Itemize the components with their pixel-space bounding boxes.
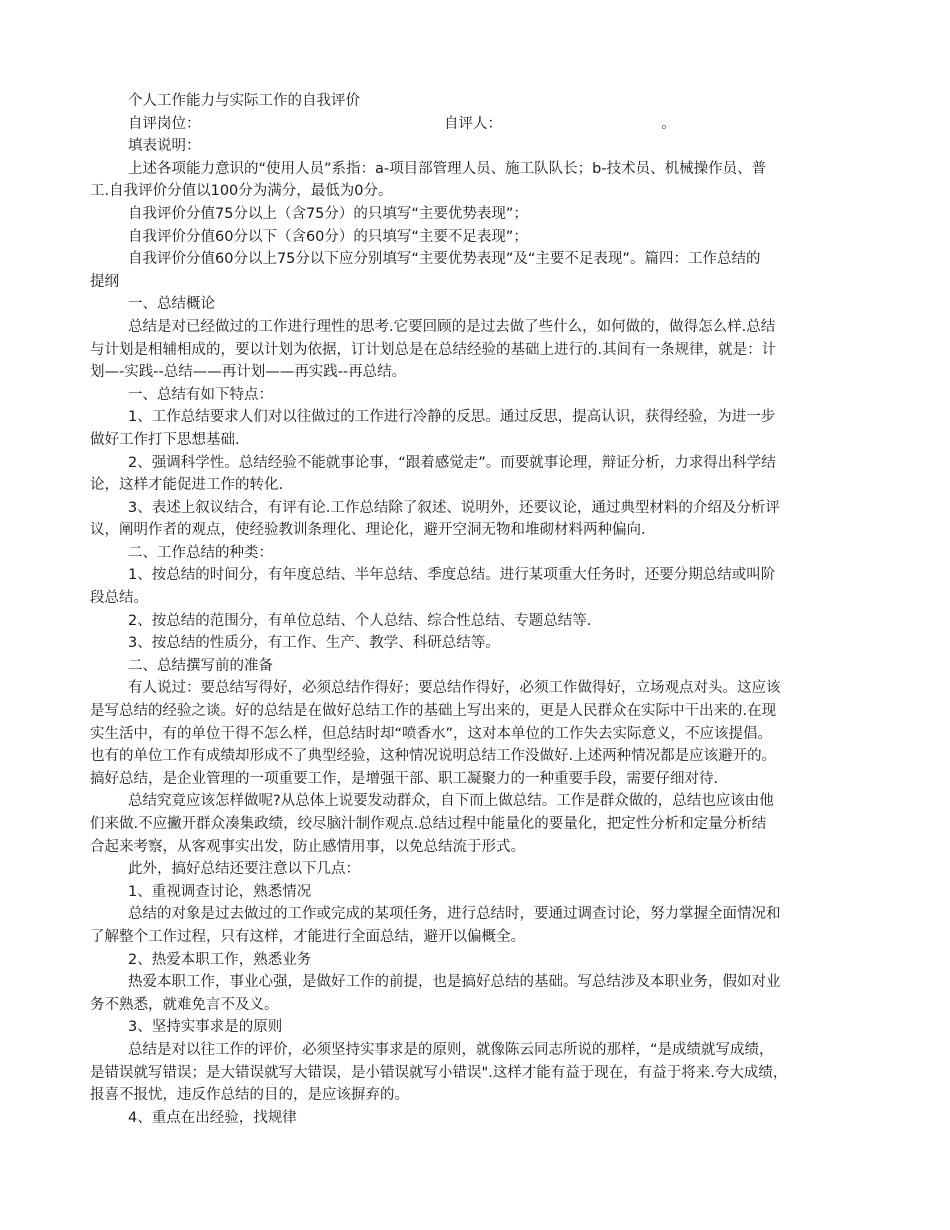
- text-line: 报喜不报忧，违反作总结的目的，是应该摒弃的。: [90, 1087, 409, 1104]
- text-line: 工.自我评价分值以100分为满分，最低为0分。: [90, 183, 393, 200]
- text-line: 自我评价分值75分以上（含75分）的只填写“主要优势表现”；: [128, 205, 528, 222]
- text-line: 论，这样才能促进工作的转化.: [90, 477, 284, 494]
- text-line: 二、工作总结的种类：: [128, 544, 273, 561]
- text-line: 热爱本职工作，事业心强，是做好工作的前提，也是搞好总结的基础。写总结涉及本职业务，假如对业: [128, 974, 781, 991]
- text-line: 总结究竟应该怎样做呢?从总体上说要发动群众，自下而上做总结。工作是群众做的，总结也应该由他: [128, 793, 774, 810]
- text-line: 总结是对以往工作的评价，必须坚持实事求是的原则，就像陈云同志所说的那样，“是成绩就写成绩，: [128, 1041, 774, 1058]
- text-line: 此外，搞好总结还要注意以下几点：: [128, 861, 360, 878]
- text-line: 是错误就写错误；是大错误就写大错误，是小错误就写小错误".这样才能有益于现在，有益于将来.夸大成绩，: [90, 1064, 788, 1081]
- text-line: 做好工作打下思想基础.: [90, 431, 240, 448]
- evaluator-field-label: 自评人：: [444, 115, 502, 132]
- document-body: [90, 90, 860, 1129]
- text-line: 填表说明：: [128, 138, 201, 155]
- text-line: 总结的对象是过去做过的工作或完成的某项任务，进行总结时，要通过调查讨论，努力掌握全面情况和: [128, 906, 781, 923]
- text-line: 实生活中，有的单位干得不怎么样，但总结时却“喷香水”，这对本单位的工作失去实际意义，不应该提倡。: [90, 725, 773, 742]
- text-line: 自我评价分值60分以上75分以下应分别填写“主要优势表现”及“主要不足表现”。篇四：工作总结的: [128, 251, 761, 268]
- text-line: 与计划是相辅相成的，要以计划为依据，订计划总是在总结经验的基础上进行的.其间有一条规律，就是：计: [90, 341, 777, 358]
- text-line: 2、热爱本职工作，熟悉业务: [128, 951, 312, 968]
- text-line: 4、重点在出经验，找规律: [128, 1109, 297, 1126]
- text-line: 合起来考察，从客观事实出发，防止感情用事，以免总结流于形式。: [90, 838, 525, 855]
- text-line: 议，阐明作者的观点，使经验教训条理化、理论化，避开空洞无物和堆砌材料两种偏向.: [90, 522, 646, 539]
- document-lines: [90, 135, 860, 1129]
- text-line: 2、强调科学性。总结经验不能就事论事，“跟着感觉走”。而要就事论理，辩证分析，力求得出科学结: [128, 454, 776, 471]
- text-line: 2、按总结的范围分，有单位总结、个人总结、综合性总结、专题总结等.: [128, 612, 592, 629]
- text-line: 一、总结有如下特点：: [128, 386, 273, 403]
- text-line: 也有的单位工作有成绩却形成不了典型经验，这种情况说明总结工作没做好.上述两种情况都是应该避开的。: [90, 748, 777, 765]
- text-line: 1、工作总结要求人们对以往做过的工作进行冷静的反思。通过反思，提高认识，获得经验，为进一步: [128, 409, 776, 426]
- text-line: 上述各项能力意识的“使用人员”系指：a-项目部管理人员、施工队队长；b-技术员、机械操作员、普: [128, 160, 767, 177]
- text-line: 划—-实践--总结——再计划——再实践--再总结。: [90, 364, 407, 381]
- text-line: 们来做.不应撇开群众凑集政绩，绞尽脑汁制作观点.总结过程中能量化的要量化，把定性分析和定量分析结: [90, 816, 767, 832]
- text-line: 提纲: [90, 273, 119, 290]
- text-line: 3、按总结的性质分，有工作、生产、教学、科研总结等。: [128, 635, 500, 652]
- text-line: 3、表述上叙议结合，有评有论.工作总结除了叙述、说明外，还要议论，通过典型材料的介绍及分析评: [128, 499, 780, 516]
- text-line: 了解整个工作过程，只有这样，才能进行全面总结，避开以偏概全。: [90, 928, 525, 945]
- text-line: 是写总结的经验之谈。好的总结是在做好总结工作的基础上写出来的，更是人民群众在实际中干出来的.在现: [90, 703, 777, 720]
- text-line: 搞好总结，是企业管理的一项重要工作，是增强干部、职工凝聚力的一种重要手段，需要仔细对待.: [90, 770, 719, 787]
- document-title: 个人工作能力与实际工作的自我评价: [128, 93, 360, 109]
- form-fields-row: [90, 113, 860, 136]
- text-line: 总结是对已经做过的工作进行理性的思考.它要回顾的是过去做了些什么，如何做的，做得怎么样.总结: [128, 318, 776, 335]
- position-field-label: 自评岗位：: [128, 115, 201, 132]
- text-line: 段总结。: [90, 590, 148, 607]
- text-line: 务不熟悉，就难免言不及义。: [90, 996, 279, 1013]
- text-line: 一、总结概论: [128, 296, 215, 313]
- text-line: 有人说过：要总结写得好，必须总结作得好；要总结作得好，必须工作做得好，立场观点对头。这应该: [128, 680, 781, 697]
- text-line: 二、总结撰写前的准备: [128, 657, 273, 674]
- text-line: 3、坚持实事求是的原则: [128, 1019, 283, 1036]
- text-line: 1、重视调查讨论，熟悉情况: [128, 883, 312, 900]
- text-line: 自我评价分值60分以下（含60分）的只填写“主要不足表现”；: [128, 228, 528, 245]
- text-line: 1、按总结的时间分，有年度总结、半年总结、季度总结。进行某项重大任务时，还要分期总结或叫阶: [128, 567, 776, 584]
- evaluator-field-group: [444, 113, 676, 136]
- evaluator-end-mark: 。: [661, 115, 676, 132]
